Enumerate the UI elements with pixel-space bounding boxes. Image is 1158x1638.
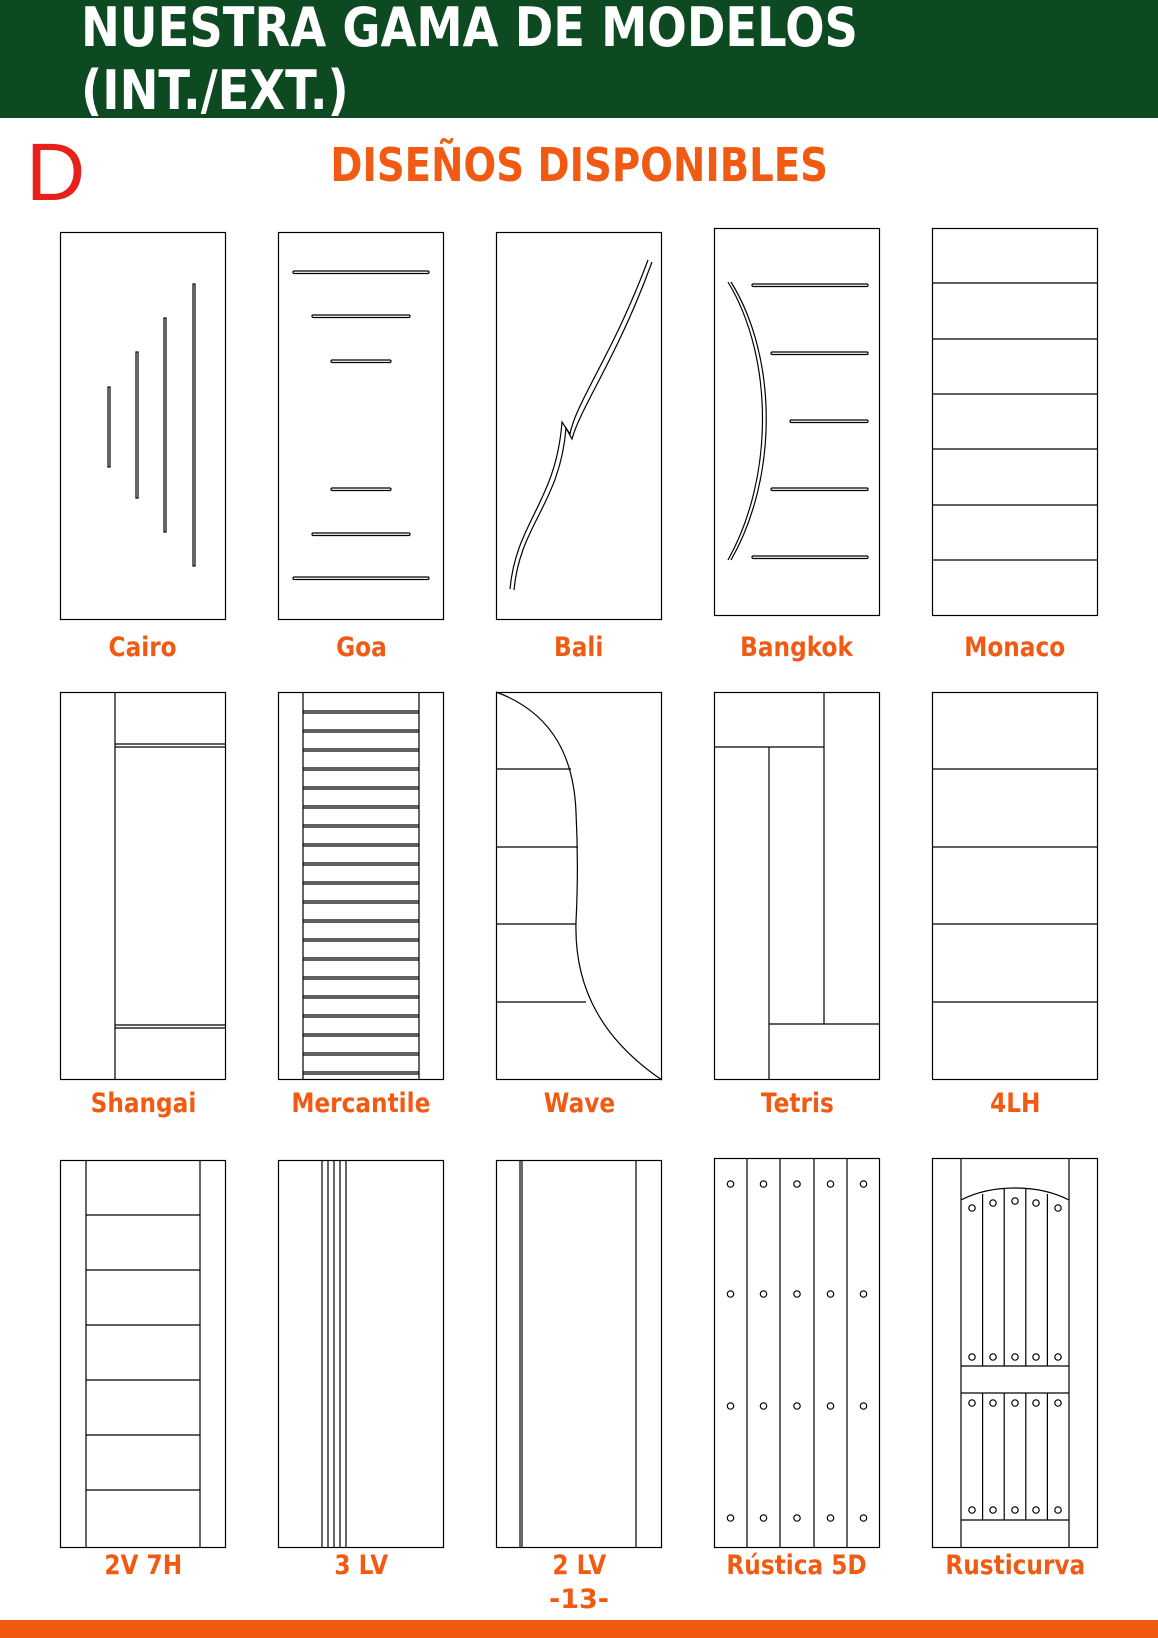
rivet-dot (727, 1403, 733, 1409)
door-drawing (932, 228, 1098, 616)
rivet-dot (794, 1181, 800, 1187)
door-label: Goa (335, 632, 387, 663)
door-label: 2V 7H (104, 1550, 182, 1581)
door-label: Bangkok (740, 632, 854, 663)
rivet-dot (827, 1515, 833, 1521)
rivet-dot (969, 1400, 975, 1406)
rivet-dot (1055, 1354, 1061, 1360)
rivet-dot (760, 1291, 766, 1297)
door-drawing (278, 232, 444, 620)
door-drawing (932, 1158, 1098, 1548)
rivet-dot (1033, 1400, 1039, 1406)
door-drawing (714, 1158, 880, 1548)
rivet-dot (760, 1403, 766, 1409)
door-drawing (278, 692, 444, 1080)
rivet-dot (827, 1291, 833, 1297)
rivet-dot (990, 1354, 996, 1360)
door-drawing (714, 692, 880, 1080)
door-label: Bali (554, 632, 604, 663)
rivet-dot (794, 1291, 800, 1297)
page-number: -13- (549, 1584, 609, 1615)
section-title: DISEÑOS DISPONIBLES (330, 138, 828, 192)
door-drawing (496, 1160, 662, 1548)
rivet-dot (760, 1515, 766, 1521)
rivet-dot (1055, 1205, 1061, 1211)
rivet-dot (860, 1403, 866, 1409)
section-letter: D (26, 127, 86, 218)
rivet-dot (1033, 1507, 1039, 1513)
rivet-dot (990, 1400, 996, 1406)
page-title: NUESTRA GAMA DE MODELOS (INT./EXT.) (81, 0, 859, 122)
door-label: Rusticurva (945, 1550, 1085, 1581)
door-label: Tetris (760, 1088, 834, 1119)
rivet-dot (969, 1354, 975, 1360)
door-drawing (496, 692, 662, 1080)
rivet-dot (969, 1507, 975, 1513)
rivet-dot (1033, 1200, 1039, 1206)
rivet-dot (827, 1181, 833, 1187)
door-label: Mercantile (291, 1088, 431, 1119)
page-header (0, 0, 1158, 122)
rivet-dot (1055, 1400, 1061, 1406)
rivet-dot (1012, 1507, 1018, 1513)
rivet-dot (1055, 1507, 1061, 1513)
door-drawing (60, 692, 226, 1080)
door-drawing (278, 1160, 444, 1548)
rivet-dot (827, 1403, 833, 1409)
door-drawing (60, 232, 226, 620)
door-label: 2 LV (552, 1550, 606, 1581)
door-label: Cairo (108, 632, 178, 663)
door-label: Monaco (964, 632, 1066, 663)
rivet-dot (727, 1181, 733, 1187)
rivet-dot (860, 1181, 866, 1187)
door-drawing (714, 228, 880, 616)
rivet-dot (1012, 1198, 1018, 1204)
door-label: 4LH (989, 1088, 1041, 1119)
rivet-dot (1033, 1354, 1039, 1360)
rivet-dot (969, 1205, 975, 1211)
rivet-dot (794, 1515, 800, 1521)
rivet-dot (794, 1403, 800, 1409)
rivet-dot (727, 1515, 733, 1521)
door-label: 3 LV (334, 1550, 388, 1581)
rivet-dot (760, 1181, 766, 1187)
door-drawing (932, 692, 1098, 1080)
rivet-dot (727, 1291, 733, 1297)
door-label: Wave (543, 1088, 615, 1119)
rivet-dot (990, 1200, 996, 1206)
door-drawing (60, 1160, 226, 1548)
footer-bar (0, 1620, 1158, 1638)
rivet-dot (860, 1291, 866, 1297)
door-label: Shangai (90, 1088, 196, 1119)
rivet-dot (860, 1515, 866, 1521)
rivet-dot (1012, 1354, 1018, 1360)
rivet-dot (1012, 1400, 1018, 1406)
door-label: Rústica 5D (726, 1550, 868, 1581)
door-drawing (496, 232, 662, 620)
rivet-dot (990, 1507, 996, 1513)
